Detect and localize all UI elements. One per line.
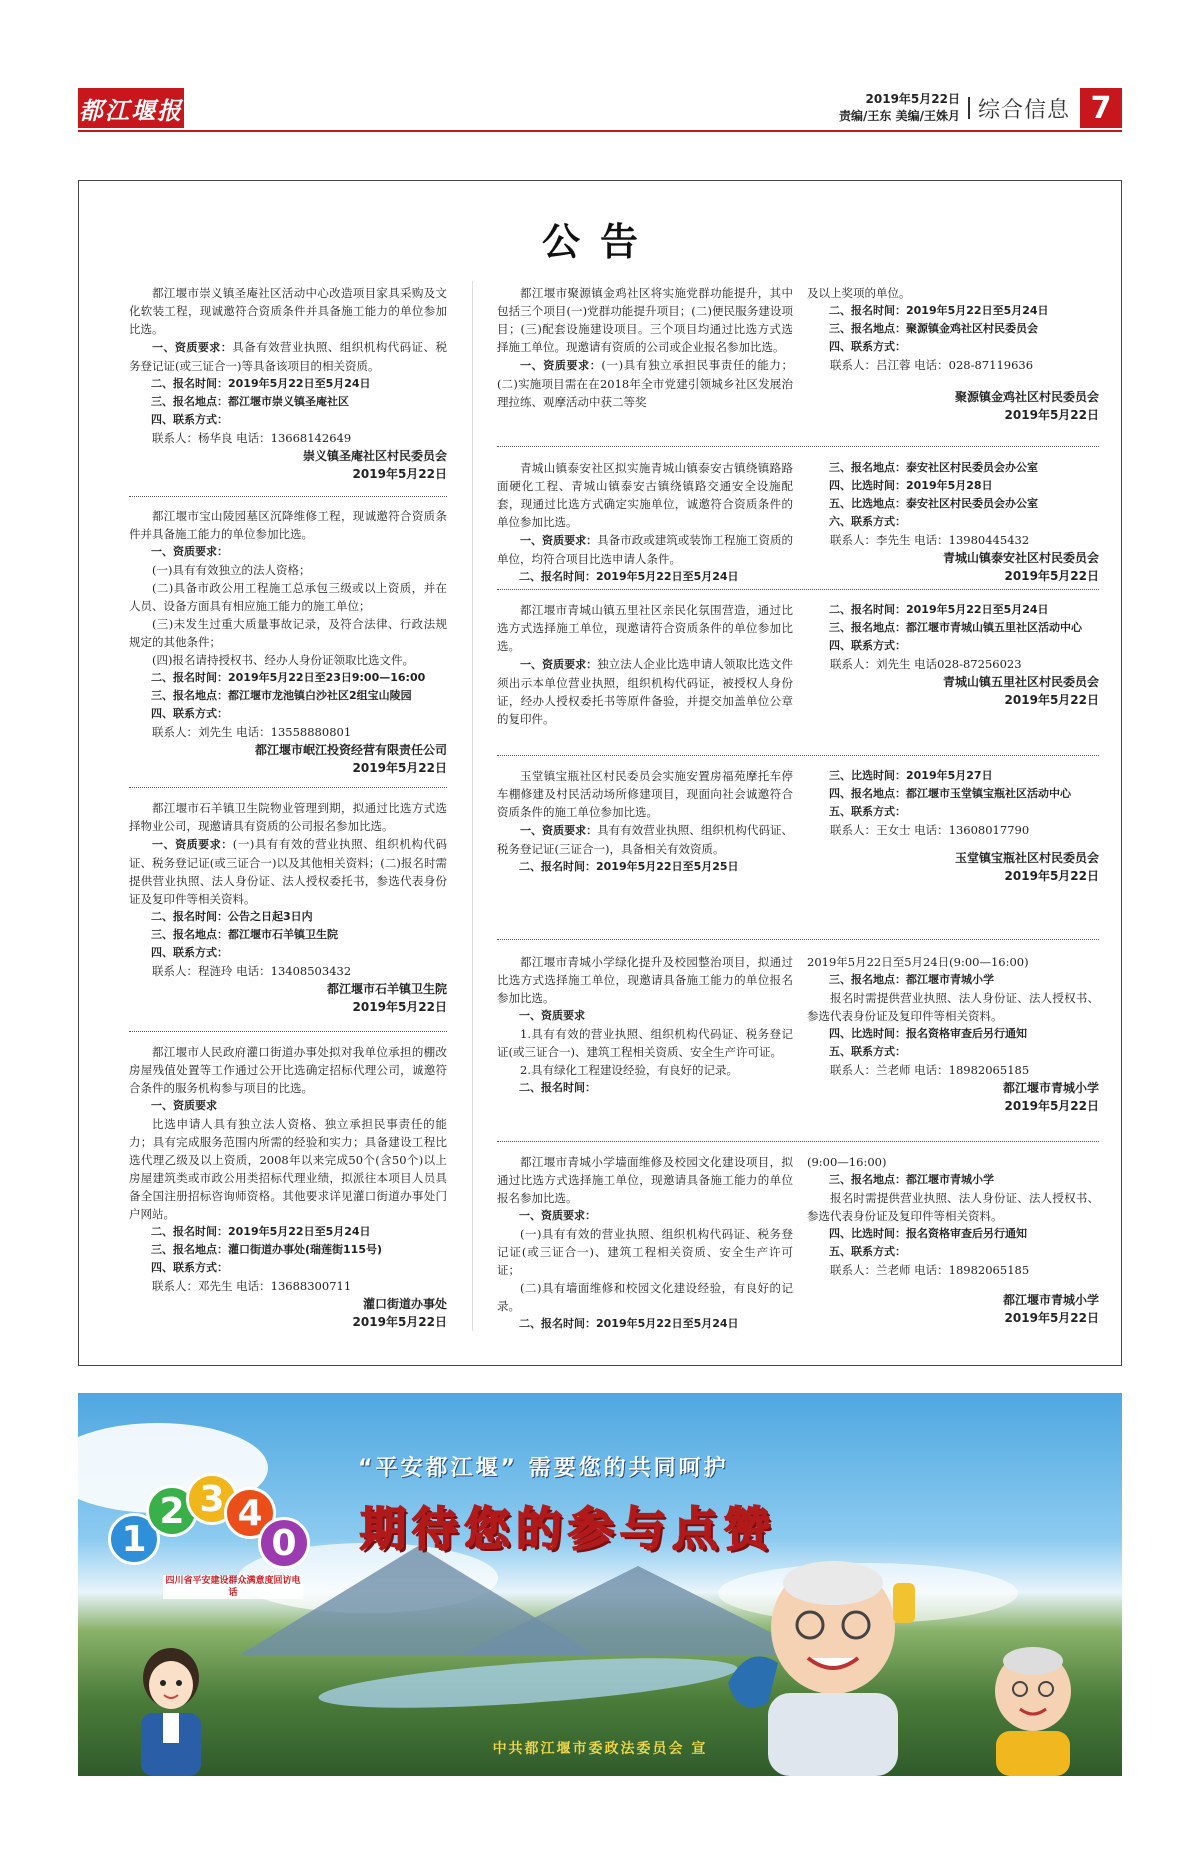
signature-date: 2019年5月22日 xyxy=(1004,569,1099,583)
notice-6 xyxy=(497,459,793,586)
select-time: 四、比选时间：2019年5月28日 xyxy=(829,479,993,492)
req-text: (一)具有独立承担民事责任的能力；(二)实施项目需在在2018年全市党建引领城乡社区发展治理拉练、观摩活动中获二等奖 xyxy=(497,358,793,409)
notice-intro: 都江堰市崇义镇圣庵社区活动中心改造项目家具采购及文化软装工程，现诚邀符合资质条件并具备施工能力的单位参加比选。 xyxy=(129,286,447,336)
select-time: 四、比选时间：报名资格审查后另行通知 xyxy=(829,1027,1027,1040)
digit-badge: 4 xyxy=(224,1487,276,1539)
masthead-right xyxy=(839,88,1122,128)
notice-10 xyxy=(497,1153,793,1333)
reg-time: 二、报名时间：2019年5月22日至5月24日 xyxy=(151,377,371,390)
digit-badge: 0 xyxy=(258,1517,310,1569)
column-divider xyxy=(472,281,473,1331)
notice-7-continued xyxy=(807,601,1099,709)
reg-place: 三、报名地点：聚源镇金鸡社区村民委员会 xyxy=(829,322,1038,335)
signature: 都江堰市岷江投资经营有限责任公司 xyxy=(254,743,447,757)
signature-date: 2019年5月22日 xyxy=(1004,408,1099,422)
req-item: (一)具有有效的营业执照、组织机构代码证、税务登记证(或三证合一)、建筑工程相关资质、安全生产许可证； xyxy=(497,1227,793,1277)
contact-label: 四、联系方式： xyxy=(151,946,228,959)
reg-place: 三、报名地点：都江堰市青城山镇五里社区活动中心 xyxy=(829,621,1082,634)
signature: 青城山镇泰安社区村民委员会 xyxy=(942,551,1099,565)
req-label: 一、资质要求： xyxy=(152,341,233,354)
contact-label: 五、联系方式： xyxy=(829,805,906,818)
notice-1 xyxy=(129,284,447,483)
contact-info: 联系人：吕江蓉 电话：028-87119636 xyxy=(830,358,1034,372)
req-item: (二)具有墙面维修和校园文化建设经验，有良好的记录。 xyxy=(497,1281,793,1313)
notice-8-continued xyxy=(807,767,1099,885)
hotline-badge xyxy=(108,1473,308,1603)
editors-credit: 责编/王东 美编/王姝月 xyxy=(839,109,960,123)
req-text-continued: 及以上奖项的单位。 xyxy=(807,286,911,300)
req-text: 具备有效营业执照、组织机构代码证、税务登记证(或三证合一)等具备该项目的相关资质。 xyxy=(129,340,448,373)
newspaper-logo: 都江堰报 xyxy=(78,88,184,128)
notice-4 xyxy=(129,1043,447,1331)
contact-info: 联系人：兰老师 电话：18982065185 xyxy=(830,1263,1030,1277)
reg-note: 报名时需提供营业执照、法人身份证、法人授权书、参选代表身份证及复印件等相关资料。 xyxy=(807,991,1099,1023)
notice-intro: 都江堰市石羊镇卫生院物业管理到期，拟通过比选方式选择物业公司，现邀请具有资质的公司报名参加比选。 xyxy=(129,801,447,833)
masthead-divider xyxy=(968,97,970,119)
separator xyxy=(497,446,1099,447)
reg-place: 三、报名地点：都江堰市青城小学 xyxy=(829,973,994,986)
notice-intro: 都江堰市聚源镇金鸡社区将实施党群功能提升，其中包括三个项目(一)党群功能提升项目；(二)便民服务建设项目；(三)配套设施建设项目。三个项目均通过比选方式选择施工单位。现邀请有资质的公司或企业报名参加比选。 xyxy=(497,286,793,354)
river-shape xyxy=(317,1648,739,1717)
contact-label: 四、联系方式： xyxy=(829,340,906,353)
digit-badge: 2 xyxy=(146,1485,198,1537)
notice-intro: 玉堂镇宝瓶社区村民委员会实施安置房福苑摩托车停车棚修建及村民活动场所修建项目，现面向社会诚邀符合资质条件的施工单位参加比选。 xyxy=(497,769,793,819)
notice-intro: 都江堰市青城山镇五里社区亲民化氛围营造，通过比选方式选择施工单位，现邀请符合资质条件的单位参加比选。 xyxy=(497,603,793,653)
contact-info: 联系人：刘先生 电话028-87256023 xyxy=(830,657,1022,671)
signature-date: 2019年5月22日 xyxy=(1004,1099,1099,1113)
reg-time-label: 二、报名时间： xyxy=(519,1081,596,1094)
reg-time-continued: (9:00—16:00) xyxy=(807,1155,887,1169)
signature-date: 2019年5月22日 xyxy=(1004,1311,1099,1325)
notice-intro: 青城山镇泰安社区拟实施青城山镇泰安古镇绕镇路路面硬化工程、青城山镇泰安古镇绕镇路交通安全设施配套，现通过比选方式确定实施单位，诚邀符合资质条件的单位参加比选。 xyxy=(497,461,793,529)
signature: 崇义镇圣庵社区村民委员会 xyxy=(302,449,447,463)
req-text: 独立法人企业比选申请人领取比选文件须出示本单位营业执照，组织机构代码证，被授权人身份证，经办人授权委托书等原件备验，并提交加盖单位公章的复印件。 xyxy=(497,657,794,726)
req-item: (一)具有有效独立的法人资格； xyxy=(152,563,311,577)
req-label: 一、资质要求： xyxy=(151,545,228,558)
req-label: 一、资质要求： xyxy=(152,838,233,851)
separator xyxy=(497,755,1099,756)
select-place: 五、比选地点：泰安社区村民委员会办公室 xyxy=(829,497,1038,510)
notice-title: 公告 xyxy=(541,219,658,264)
contact-label: 四、联系方式： xyxy=(151,413,228,426)
signature: 聚源镇金鸡社区村民委员会 xyxy=(954,390,1099,404)
reg-place: 三、报名地点：都江堰市崇义镇圣庵社区 xyxy=(151,395,349,408)
notice-9-continued xyxy=(807,953,1099,1115)
issue-date: 2019年5月22日 xyxy=(865,92,960,106)
contact-label: 六、联系方式： xyxy=(829,515,906,528)
notice-5 xyxy=(497,284,793,411)
notice-intro: 都江堰市宝山陵园墓区沉降维修工程，现诚邀符合资质条件并具备施工能力的单位参加比选。 xyxy=(129,509,447,541)
notice-9 xyxy=(497,953,793,1097)
signature: 都江堰市青城小学 xyxy=(1002,1081,1099,1095)
separator xyxy=(497,939,1099,940)
signature-date: 2019年5月22日 xyxy=(352,1315,447,1329)
signature: 都江堰市石羊镇卫生院 xyxy=(326,982,447,996)
reg-place: 三、报名地点：泰安社区村民委员会办公室 xyxy=(829,461,1038,474)
signature-date: 2019年5月22日 xyxy=(352,1000,447,1014)
contact-info: 联系人：刘先生 电话：13558880801 xyxy=(152,725,352,739)
reg-time: 二、报名时间：2019年5月22日至5月24日 xyxy=(829,603,1049,616)
notice-8 xyxy=(497,767,793,876)
notice-intro: 都江堰市青城小学墙面维修及校园文化建设项目，拟通过比选方式选择施工单位，现邀请具备施工能力的单位报名参加比选。 xyxy=(497,1155,793,1205)
contact-label: 五、联系方式： xyxy=(829,1045,906,1058)
reg-place: 三、报名地点：都江堰市石羊镇卫生院 xyxy=(151,928,338,941)
reg-time: 二、报名时间：2019年5月22日至5月24日 xyxy=(519,1317,739,1330)
notice-2 xyxy=(129,507,447,777)
reg-note: 报名时需提供营业执照、法人身份证、法人授权书、参选代表身份证及复印件等相关资料。 xyxy=(807,1191,1099,1223)
req-item: (三)未发生过重大质量事故记录，及符合法律、行政法规规定的其他条件； xyxy=(129,617,447,649)
contact-label: 四、联系方式： xyxy=(151,1261,228,1274)
req-label: 一、资质要求： xyxy=(520,359,602,372)
banner-headline: 期待您的参与点赞 xyxy=(360,1502,776,1556)
signature: 灌口街道办事处 xyxy=(362,1297,447,1311)
req-text: 比选申请人具有独立法人资格、独立承担民事责任的能力；具有完成服务范围内所需的经验和实力；具备建设工程比选代理乙级及以上资质，2008年以来完成50个(含50个)以上房屋建筑类或市政公用类招标代理业绩，拟派往本项目人员具备全国注册招标咨询师资格。其他要求详见灌口街道办事处门户网站。 xyxy=(129,1117,447,1221)
notice-5-continued xyxy=(807,284,1099,424)
badge-caption: 四川省平安建设群众满意度回访电话 xyxy=(163,1575,303,1599)
reg-place: 三、报名地点：都江堰市青城小学 xyxy=(829,1173,994,1186)
issue-meta xyxy=(839,91,960,125)
contact-info: 联系人：王女士 电话：13608017790 xyxy=(830,823,1030,837)
contact-info: 联系人：兰老师 电话：18982065185 xyxy=(830,1063,1030,1077)
contact-info: 联系人：程涟玲 电话：13408503432 xyxy=(152,964,352,978)
contact-info: 联系人：李先生 电话：13980445432 xyxy=(830,533,1030,547)
signature: 都江堰市青城小学 xyxy=(1002,1293,1099,1307)
signature-date: 2019年5月22日 xyxy=(352,467,447,481)
public-service-banner xyxy=(78,1393,1122,1776)
page-number: 7 xyxy=(1080,88,1122,128)
contact-label: 五、联系方式： xyxy=(829,1245,906,1258)
reg-time: 二、报名时间：2019年5月22日至5月24日 xyxy=(519,570,739,583)
notice-7 xyxy=(497,601,793,728)
signature-date: 2019年5月22日 xyxy=(1004,693,1099,707)
notice-intro: 都江堰市青城小学绿化提升及校园整治项目，拟通过比选方式选择施工单位，现邀请具备施工能力的单位报名参加比选。 xyxy=(497,955,793,1005)
req-item: 1.具有有效的营业执照、组织机构代码证、税务登记证(或三证合一)、建筑工程相关资质、安全生产许可证。 xyxy=(497,1027,793,1059)
req-text: 具备市政或建筑或装饰工程施工资质的单位，均符合项目比选申请人条件。 xyxy=(497,533,794,566)
reg-time: 二、报名时间：公告之日起3日内 xyxy=(151,910,313,923)
req-label: 一、资质要求： xyxy=(520,658,598,671)
req-item: (二)具备市政公用工程施工总承包三级或以上资质，并在人员、设备方面具有相应施工能力的施工单位； xyxy=(129,581,447,613)
notice-10-continued xyxy=(807,1153,1099,1327)
notice-intro: 都江堰市人民政府灌口街道办事处拟对我单位承担的棚改房屋残值处置等工作通过公开比选确定招标代理公司，诚邀符合条件的服务机构参与项目的比选。 xyxy=(129,1045,447,1095)
reg-time: 二、报名时间：2019年5月22日至5月24日 xyxy=(151,1225,371,1238)
req-label: 一、资质要求： xyxy=(519,1209,596,1222)
reg-time: 二、报名时间：2019年5月22日至5月24日 xyxy=(829,304,1049,317)
reg-time-value: 2019年5月22日至5月24日(9:00—16:00) xyxy=(807,955,1029,969)
notice-frame xyxy=(78,180,1122,1366)
req-text: (一)具有有效的营业执照、组织机构代码证、税务登记证(或三证合一)以及其他相关资料；(二)报名时需提供营业执照、法人身份证、法人授权委托书，参选代表身份证及复印件等相关资料。 xyxy=(129,837,447,906)
section-name: 综合信息 xyxy=(977,97,1070,123)
req-item: (四)报名请持授权书、经办人身份证领取比选文件。 xyxy=(152,653,414,667)
req-label: 一、资质要求 xyxy=(519,1009,585,1022)
req-label: 一、资质要求： xyxy=(520,534,598,547)
reg-place: 三、报名地点：都江堰市龙池镇白沙社区2组宝山陵园 xyxy=(151,689,412,702)
digit-badge: 3 xyxy=(186,1473,238,1525)
signature-date: 2019年5月22日 xyxy=(1004,869,1099,883)
separator xyxy=(129,787,447,788)
contact-info: 联系人：邓先生 电话：13688300711 xyxy=(152,1279,352,1293)
contact-info: 联系人：杨华良 电话：13668142649 xyxy=(152,431,352,445)
separator xyxy=(497,589,1099,590)
reg-time: 二、报名时间：2019年5月22日至23日9:00—16:00 xyxy=(151,671,426,684)
select-place: 四、报名地点：都江堰市玉堂镇宝瓶社区活动中心 xyxy=(829,787,1071,800)
reg-time: 二、报名时间：2019年5月22日至5月25日 xyxy=(519,860,739,873)
contact-label: 四、联系方式： xyxy=(151,707,228,720)
req-text: 具有有效营业执照、组织机构代码证、税务登记证(三证合一)，具备相关有效资质。 xyxy=(497,823,794,856)
signature-date: 2019年5月22日 xyxy=(352,761,447,775)
masthead-rule xyxy=(78,130,1122,132)
signature: 青城山镇五里社区村民委员会 xyxy=(942,675,1099,689)
banner-slogan: “平安都江堰” 需要您的共同呵护 xyxy=(358,1456,729,1481)
signature: 玉堂镇宝瓶社区村民委员会 xyxy=(954,851,1099,865)
req-label: 一、资质要求 xyxy=(151,1099,217,1112)
contact-label: 四、联系方式： xyxy=(829,639,906,652)
req-item: 2.具有绿化工程建设经验，有良好的记录。 xyxy=(520,1063,738,1077)
select-time: 四、比选时间：报名资格审查后另行通知 xyxy=(829,1227,1027,1240)
separator xyxy=(129,1031,447,1032)
notice-6-continued xyxy=(807,459,1099,585)
separator xyxy=(129,496,447,497)
select-time: 三、比选时间：2019年5月27日 xyxy=(829,769,993,782)
notice-3 xyxy=(129,799,447,1016)
masthead xyxy=(78,88,1122,134)
req-label: 一、资质要求： xyxy=(520,824,598,837)
digit-badge: 1 xyxy=(108,1513,160,1565)
reg-place: 三、报名地点：灌口街道办事处(瑞莲街115号) xyxy=(151,1243,383,1256)
banner-footer: 中共都江堰市委政法委员会 宣 xyxy=(492,1741,708,1757)
separator xyxy=(497,1141,1099,1142)
